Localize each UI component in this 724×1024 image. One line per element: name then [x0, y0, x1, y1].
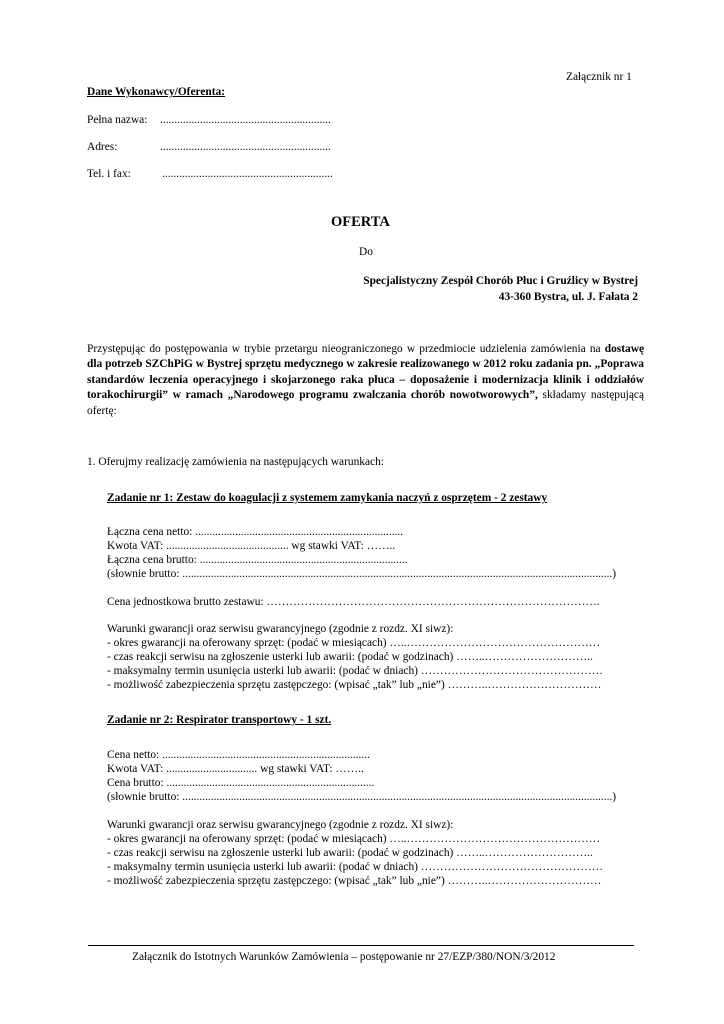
field-label-name: Pełna nazwa: [87, 114, 148, 126]
recipient-address: 43-360 Bystra, ul. J. Fałata 2 [498, 291, 638, 303]
field-value-address: ............................................................ [160, 141, 331, 153]
task2-repair-time: - maksymalny termin usunięcia usterki lub awarii: (podać w dniach) ………………………………………… [107, 861, 604, 873]
page-footer: Załącznik do Istotnych Warunków Zamówienia – postępowanie nr 27/EZP/380/NON/3/2012 [132, 951, 556, 963]
task1-service-response: - czas reakcji serwisu na zgłoszenie usterki lub awarii: (podać w godzinach) ……..……………………….. [107, 651, 593, 663]
field-value-name: ............................................................ [160, 114, 331, 126]
intro-paragraph [87, 342, 644, 419]
task2-warranty-heading: Warunki gwarancji oraz serwisu gwarancyjnego (zgodnie z rozdz. XI siwz): [107, 819, 454, 831]
field-label-phone: Tel. i fax: [87, 168, 131, 180]
footer-divider [88, 945, 634, 946]
task1-replacement: - możliwość zabezpieczenia sprzętu zastępczego: (wpisać „tak” lub „nie”) ………..………………………… [107, 679, 602, 691]
task2-gross-words: (słownie brutto: .......................................................................................................................................................) [107, 791, 617, 803]
task1-unit-price: Cena jednostkowa brutto zestawu: ……………………………………………………………………………. [107, 596, 600, 608]
task1-warranty-period: - okres gwarancji na oferowany sprzęt: (podać w miesiącach) …..…………………………………………… [107, 637, 601, 649]
task2-gross-price: Cena brutto: ......................................................................... [107, 777, 375, 789]
page-title: OFERTA [331, 214, 390, 230]
task1-warranty-heading: Warunki gwarancji oraz serwisu gwarancyjnego (zgodnie z rozdz. XI siwz): [107, 623, 454, 635]
task2-replacement: - możliwość zabezpieczenia sprzętu zastępczego: (wpisać „tak” lub „nie”) ………..………………………… [107, 875, 602, 887]
field-value-phone: ............................................................ [162, 168, 333, 180]
task1-vat: Kwota VAT: ........................................... wg stawki VAT: …….. [107, 540, 396, 552]
recipient-name: Specjalistyczny Zespół Chorób Płuc i Gruźlicy w Bystrej [363, 275, 638, 287]
intro-text: Przystępując do postępowania w trybie przetargu nieograniczonego w przedmiocie udzielenia zamówienia na [87, 343, 605, 355]
task1-gross-price: Łączna cena brutto: ......................................................................... [107, 554, 408, 566]
task1-gross-words: (słownie brutto: .......................................................................................................................................................) [107, 568, 617, 580]
task1-heading: Zadanie nr 1: Zestaw do koagulacji z systemem zamykania naczyń z osprzętem - 2 zestawy [107, 492, 548, 504]
task2-warranty-period: - okres gwarancji na oferowany sprzęt: (podać w miesiącach) …..…………………………………………… [107, 833, 601, 845]
task1-net-price: Łączna cena netto: ......................................................................... [107, 526, 404, 538]
point-1: 1. Oferujmy realizację zamówienia na następujących warunkach: [87, 456, 384, 468]
task2-heading: Zadanie nr 2: Respirator transportowy - 1 szt. [107, 714, 332, 726]
field-label-address: Adres: [87, 141, 118, 153]
contractor-heading: Dane Wykonawcy/Oferenta: [87, 86, 226, 98]
task2-net-price: Cena netto: ......................................................................... [107, 749, 370, 761]
intro-closing-text: składamy następującą ofertę: [87, 389, 645, 417]
to-label: Do [359, 246, 373, 258]
task2-vat: Kwota VAT: ................................ wg stawki VAT: …….. [107, 763, 364, 775]
intro-bold-text: dostawę dla potrzeb SZChPiG w Bystrej sprzętu medycznego w zakresie realizowanego w 2012 roku zadania pn. „Poprawa standardów leczenia operacyjnego i skojarzonego raka płuca – doposażenie i modernizacja klinik i oddziałów torakochirurgii” w ramach „Narodowego programu zwalczania chorób nowotworowych”, [87, 343, 644, 402]
task1-repair-time: - maksymalny termin usunięcia usterki lub awarii: (podać w dniach) ………………………………………… [107, 665, 604, 677]
annex-label: Załącznik nr 1 [566, 71, 632, 83]
task2-service-response: - czas reakcji serwisu na zgłoszenie usterki lub awarii: (podać w godzinach) ……..……………………….. [107, 847, 593, 859]
